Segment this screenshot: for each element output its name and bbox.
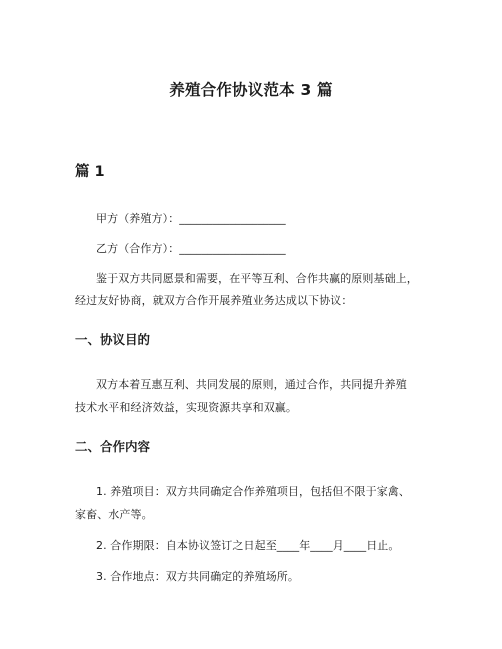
purpose-line-2: 技术水平和经济效益，实现资源共享和双赢。 [75, 401, 297, 414]
preamble-line-2: 经过友好协商，就双方合作开展养殖业务达成以下协议： [75, 294, 353, 307]
item-3-line: 3. 合作地点：双方共同确定的养殖场所。 [96, 570, 299, 583]
item-1-line-1: 1. 养殖项目：双方共同确定合作养殖项目，包括但不限于家禽、 [96, 485, 410, 498]
item-2-line: 2. 合作期限：自本协议签订之日起至____年____月____日止。 [96, 539, 400, 552]
item-1-line-2: 家畜、水产等。 [75, 508, 153, 521]
purpose-line-1: 双方本着互惠互利、共同发展的原则，通过合作，共同提升养殖 [96, 378, 407, 391]
document-title: 养殖合作协议范本 3 篇 [169, 81, 333, 99]
heading-purpose: 一、协议目的 [75, 332, 151, 347]
party-a-line: 甲方（养殖方）：___________________ [96, 212, 286, 225]
section-heading: 篇 1 [75, 164, 105, 180]
preamble-line-1: 鉴于双方共同愿景和需要，在平等互利、合作共赢的原则基础上， [96, 272, 418, 285]
party-b-line: 乙方（合作方）：___________________ [96, 242, 286, 255]
heading-content: 二、合作内容 [75, 439, 151, 454]
